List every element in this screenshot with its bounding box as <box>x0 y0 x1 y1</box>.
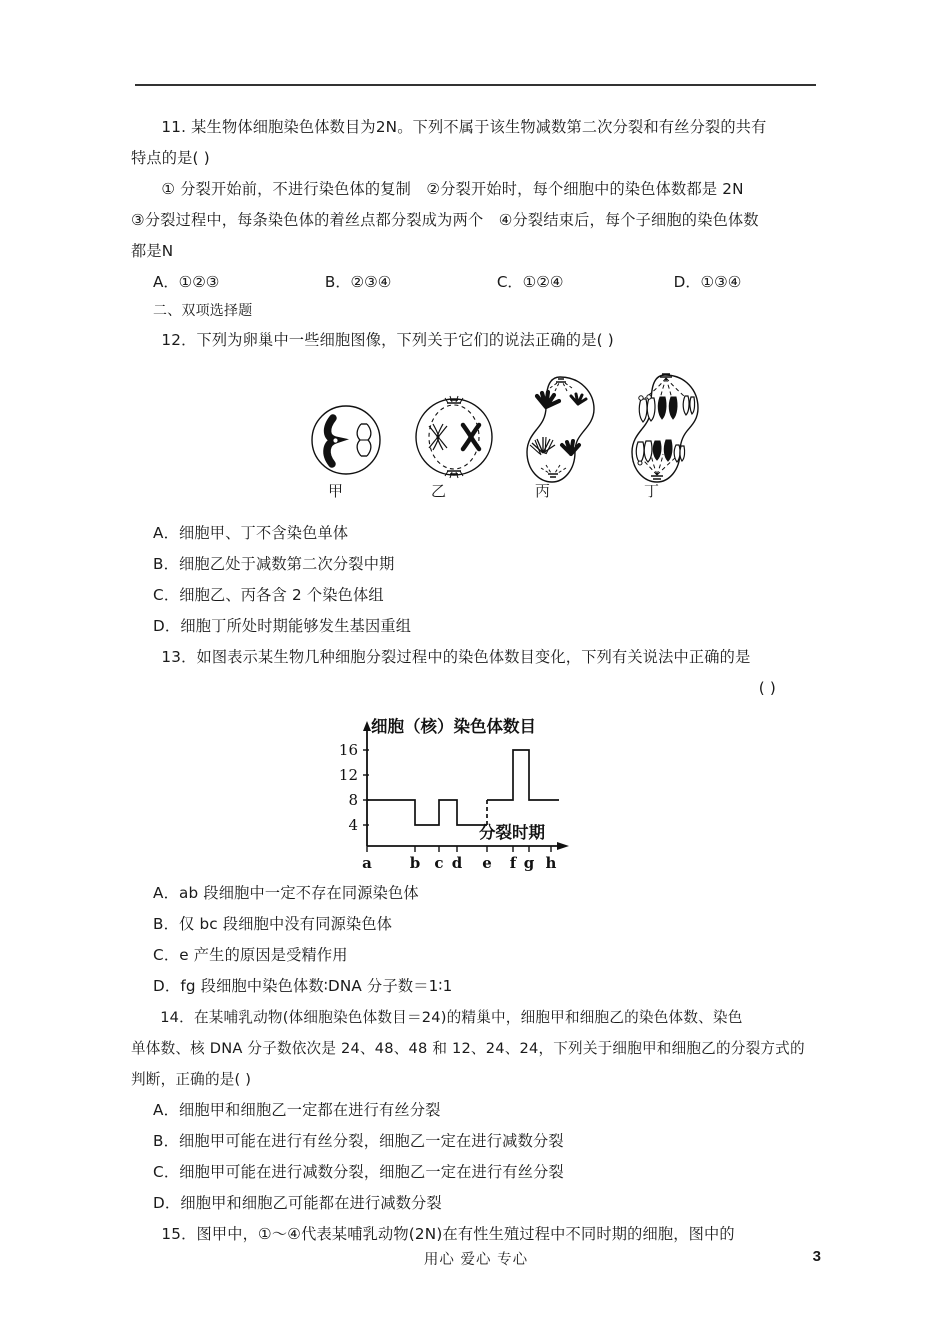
question-11 <box>131 112 821 297</box>
xtick-d: d <box>451 854 463 872</box>
cell-jia <box>312 406 380 474</box>
q12-option-d[interactable]: D．细胞丁所处时期能够发生基因重组 <box>153 617 412 635</box>
q13-stem-line2: ( ) <box>758 679 776 697</box>
ytick-4: 4 <box>348 816 358 834</box>
cell-bing <box>527 377 594 482</box>
q11-statements-line2: ③分裂过程中，每条染色体的着丝点都分裂成为两个 ④分裂结束后，每个子细胞的染色体数 <box>131 211 759 229</box>
question-13 <box>131 642 821 1002</box>
question-12 <box>131 325 821 642</box>
xtick-c: c <box>434 854 444 872</box>
header-rule <box>135 84 816 86</box>
q14-option-b[interactable]: B．细胞甲可能在进行有丝分裂，细胞乙一定在进行减数分裂 <box>153 1132 564 1150</box>
cell-figure-labels <box>131 480 821 506</box>
q14-option-d[interactable]: D．细胞甲和细胞乙可能都在进行减数分裂 <box>153 1194 442 1212</box>
chart-title: 细胞（核）染色体数目 <box>371 717 536 736</box>
q11-option-a[interactable]: A．①②③ <box>153 273 220 291</box>
q14-stem-line1: 14．在某哺乳动物(体细胞染色体数目＝24)的精巢中，细胞甲和细胞乙的染色体数、染色 <box>160 1009 743 1026</box>
chart-step-line <box>367 750 559 825</box>
xtick-b: b <box>409 854 421 872</box>
chromosome-number-chart-svg <box>311 713 641 873</box>
cell-label-bing: 丙 <box>535 482 551 500</box>
q13-option-b[interactable]: B．仅 bc 段细胞中没有同源染色体 <box>153 915 393 933</box>
xtick-g: g <box>523 854 535 872</box>
ytick-12: 12 <box>338 766 358 784</box>
q12-option-a[interactable]: A．细胞甲、丁不含染色单体 <box>153 524 349 542</box>
q12-cell-figure <box>131 368 821 518</box>
page-number: 3 <box>812 1248 821 1265</box>
q11-statements-line1: ① 分裂开始前，不进行染色体的复制 ②分裂开始时，每个细胞中的染色体数都是 2N <box>161 180 744 198</box>
q14-option-a[interactable]: A．细胞甲和细胞乙一定都在进行有丝分裂 <box>153 1101 441 1119</box>
q11-stem-line1: 11. 某生物体细胞染色体数目为2N。下列不属于该生物减数第二次分裂和有丝分裂的共有 <box>161 118 767 136</box>
q11-option-b[interactable]: B．②③④ <box>324 273 392 291</box>
xtick-h: h <box>545 854 557 872</box>
q14-stem-line2: 单体数、核 DNA 分子数依次是 24、48、48 和 12、24、24，下列关于细胞甲和细胞乙的分裂方式的 <box>131 1040 805 1057</box>
q13-option-c[interactable]: C．e 产生的原因是受精作用 <box>153 946 348 964</box>
q14-stem-line3: 判断，正确的是( ) <box>131 1071 252 1088</box>
question-15 <box>131 1219 821 1250</box>
q14-option-c[interactable]: C．细胞甲可能在进行减数分裂，细胞乙一定在进行有丝分裂 <box>153 1163 564 1181</box>
q13-chart <box>131 713 821 878</box>
page-footer <box>131 1248 821 1272</box>
q11-options <box>131 267 821 297</box>
xtick-a: a <box>362 854 372 872</box>
q12-stem: 12．下列为卵巢中一些细胞图像，下列关于它们的说法正确的是( ) <box>161 331 614 349</box>
cell-yi <box>416 396 492 478</box>
q11-stem-line2: 特点的是( ) <box>131 149 210 167</box>
page-content <box>131 112 821 1250</box>
q13-stem-line1: 13．如图表示某生物几种细胞分裂过程中的染色体数目变化，下列有关说法中正确的是 <box>161 648 751 666</box>
q11-option-d[interactable]: D．①③④ <box>673 273 742 291</box>
q12-option-b[interactable]: B．细胞乙处于减数第二次分裂中期 <box>153 555 395 573</box>
q15-stem-line1: 15．图甲中，①～④代表某哺乳动物(2N)在有性生殖过程中不同时期的细胞，图中的 <box>161 1225 735 1243</box>
q12-option-c[interactable]: C．细胞乙、丙各含 2 个染色体组 <box>153 586 384 604</box>
cell-label-yi: 乙 <box>431 482 447 500</box>
q11-option-c[interactable]: C．①②④ <box>496 273 564 291</box>
footer-slogan: 用心 爱心 专心 <box>423 1252 529 1268</box>
q13-option-d[interactable]: D．fg 段细胞中染色体数∶DNA 分子数＝1∶1 <box>153 977 453 995</box>
ytick-8: 8 <box>348 791 358 809</box>
cell-label-ding: 丁 <box>644 482 660 500</box>
question-14 <box>131 1002 821 1219</box>
chart-xlabel: 分裂时期 <box>479 823 545 842</box>
xtick-f: f <box>509 854 517 872</box>
ytick-16: 16 <box>338 741 358 759</box>
q11-statements-line3: 都是N <box>131 242 174 260</box>
cell-ding <box>632 374 698 482</box>
cell-label-jia: 甲 <box>328 482 344 500</box>
q13-option-a[interactable]: A．ab 段细胞中一定不存在同源染色体 <box>153 884 419 902</box>
section-heading-two: 二、双项选择题 <box>153 303 253 319</box>
xtick-e: e <box>482 854 492 872</box>
cell-images-svg <box>131 368 821 486</box>
